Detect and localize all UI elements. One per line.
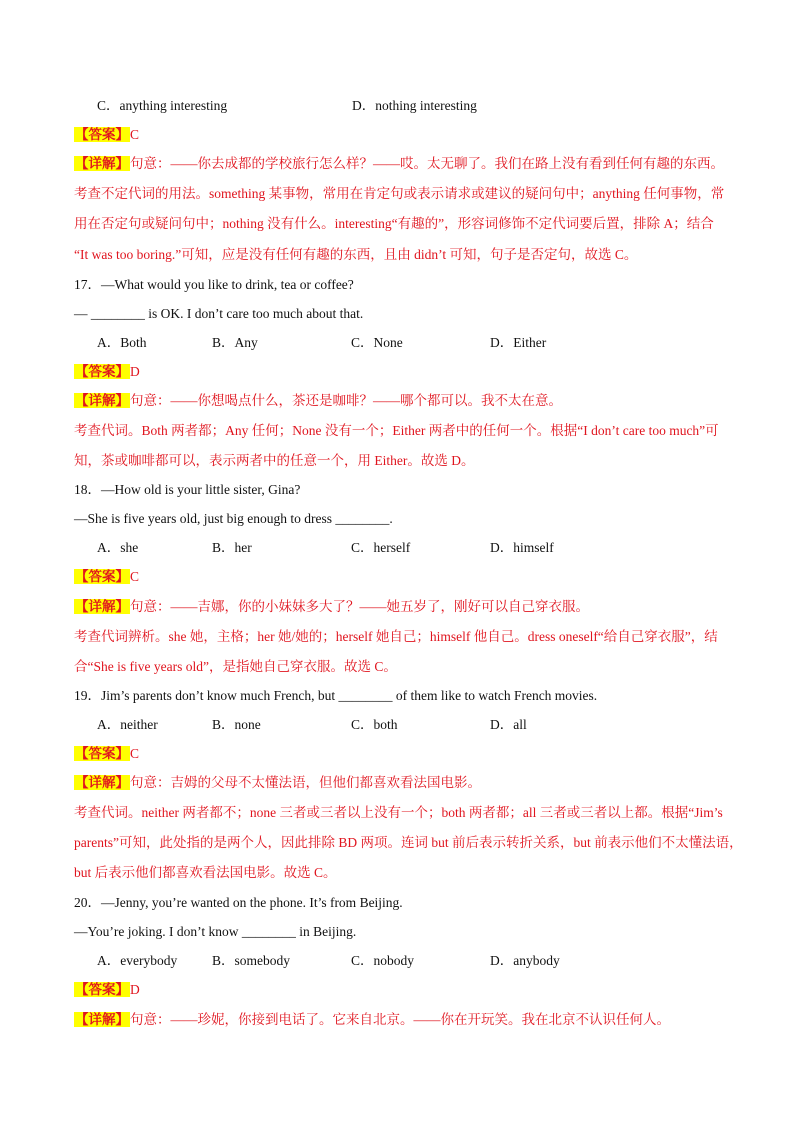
detail-tag: 【详解】 (75, 156, 129, 171)
answer-tag: 【答案】 (75, 127, 129, 142)
q20-stem-1: 20．—Jenny, you’re wanted on the phone. It’s from Beijing. (74, 895, 403, 910)
q19-detail-line-2: 考查代词。neither 两者都不；none 三者或三者以上没有一个；both 两者都；all 三者或三者以上都。根据“Jim’s (74, 805, 723, 820)
q17-answer (74, 363, 740, 381)
q18-option-a: A．she (97, 540, 139, 555)
q18-detail-line-2: 考查代词辨析。she 她，主格；her 她/她的；herself 她自己；himself 他自己。dress oneself“给自己穿衣服”，结 (74, 629, 718, 644)
q19-detail (74, 774, 740, 792)
q20-option-b: B．somebody (212, 953, 291, 968)
q18-stem-1: 18．—How old is your little sister, Gina? (74, 482, 301, 497)
detail-text: 句意：吉姆的父母不太懂法语，但他们都喜欢看法国电影。 (130, 775, 481, 790)
q16-detail-line-3: 用在否定句或疑问句中；nothing 没有什么。interesting“有趣的”，形容词修饰不定代词要后置，排除 A；结合 (74, 216, 714, 231)
q19-option-b: B．none (212, 717, 261, 732)
detail-text: 句意：——珍妮，你接到电话了。它来自北京。——你在开玩笑。我在北京不认识任何人。 (130, 1012, 670, 1027)
q19-stem-1: 19．Jim’s parents don’t know much French, but ________ of them like to watch French movies. (74, 688, 598, 703)
q17-stem-1: 17．—What would you like to drink, tea or coffee? (74, 277, 354, 292)
q18-option-c: C．herself (351, 540, 411, 555)
q18-stem-2: —She is five years old, just big enough to dress ________. (74, 511, 393, 526)
answer-tag: 【答案】 (75, 364, 129, 379)
q17-option-c: C．None (351, 335, 403, 350)
q18-detail-line-3: 合“She is five years old”，是指她自己穿衣服。故选 C。 (74, 659, 397, 674)
q17-option-a: A．Both (97, 335, 147, 350)
q20-option-a: A．everybody (97, 953, 178, 968)
q19-option-c: C．both (351, 717, 398, 732)
answer-tag: 【答案】 (75, 982, 129, 997)
q16-option-d: D．nothing interesting (352, 98, 477, 113)
q20-stem-2: —You’re joking. I don’t know ________ in Beijing. (74, 924, 357, 939)
q16-detail (74, 155, 740, 173)
q20-option-c: C．nobody (351, 953, 415, 968)
q19-detail-line-4: but 后表示他们都喜欢看法国电影。故选 C。 (74, 865, 337, 880)
q18-option-d: D．himself (490, 540, 554, 555)
q16-detail-line-2: 考查不定代词的用法。something 某事物，常用在肯定句或表示请求或建议的疑问句中；anything 任何事物，常 (74, 186, 725, 201)
detail-text: 句意：——你去成都的学校旅行怎么样？——哎。太无聊了。我们在路上没有看到任何有趣的东西。 (130, 156, 724, 171)
answer-value: C (130, 127, 140, 142)
q18-detail (74, 598, 740, 616)
q19-detail-line-3: parents”可知，此处指的是两个人，因此排除 BD 两项。连词 but 前后表示转折关系，but 前表示他们不太懂法语， (74, 835, 743, 850)
detail-text: 句意：——吉娜，你的小妹妹多大了？——她五岁了，刚好可以自己穿衣服。 (130, 599, 589, 614)
q18-option-b: B．her (212, 540, 252, 555)
q20-option-d: D．anybody (490, 953, 560, 968)
q17-detail-line-2: 考查代词。Both 两者都；Any 任何；None 没有一个；Either 两者中的任何一个。根据“I don’t care too much”可 (74, 423, 719, 438)
q16-detail-line-4: “It was too boring.”可知，应是没有任何有趣的东西，且由 didn’t 可知，句子是否定句，故选 C。 (74, 247, 638, 262)
q19-option-a: A．neither (97, 717, 158, 732)
answer-tag: 【答案】 (75, 746, 129, 761)
q19-answer (74, 745, 740, 763)
q17-option-b: B．Any (212, 335, 258, 350)
answer-value: C (130, 569, 140, 584)
answer-value: D (130, 364, 140, 379)
detail-tag: 【详解】 (75, 599, 129, 614)
detail-tag: 【详解】 (75, 775, 129, 790)
detail-tag: 【详解】 (75, 393, 129, 408)
q16-answer (74, 126, 740, 144)
detail-tag: 【详解】 (75, 1012, 129, 1027)
q20-detail (74, 1011, 740, 1029)
q17-option-d: D．Either (490, 335, 547, 350)
detail-text: 句意：——你想喝点什么，茶还是咖啡？——哪个都可以。我不太在意。 (130, 393, 562, 408)
q17-detail (74, 392, 740, 410)
q18-answer (74, 568, 740, 586)
q20-answer (74, 981, 740, 999)
answer-value: C (130, 746, 140, 761)
q17-detail-line-3: 知，茶或咖啡都可以，表示两者中的任意一个，用 Either。故选 D。 (74, 453, 475, 468)
q19-option-d: D．all (490, 717, 527, 732)
answer-tag: 【答案】 (75, 569, 129, 584)
q16-option-c: C．anything interesting (97, 98, 228, 113)
q17-stem-2: — ________ is OK. I don’t care too much about that. (74, 306, 364, 321)
answer-value: D (130, 982, 140, 997)
